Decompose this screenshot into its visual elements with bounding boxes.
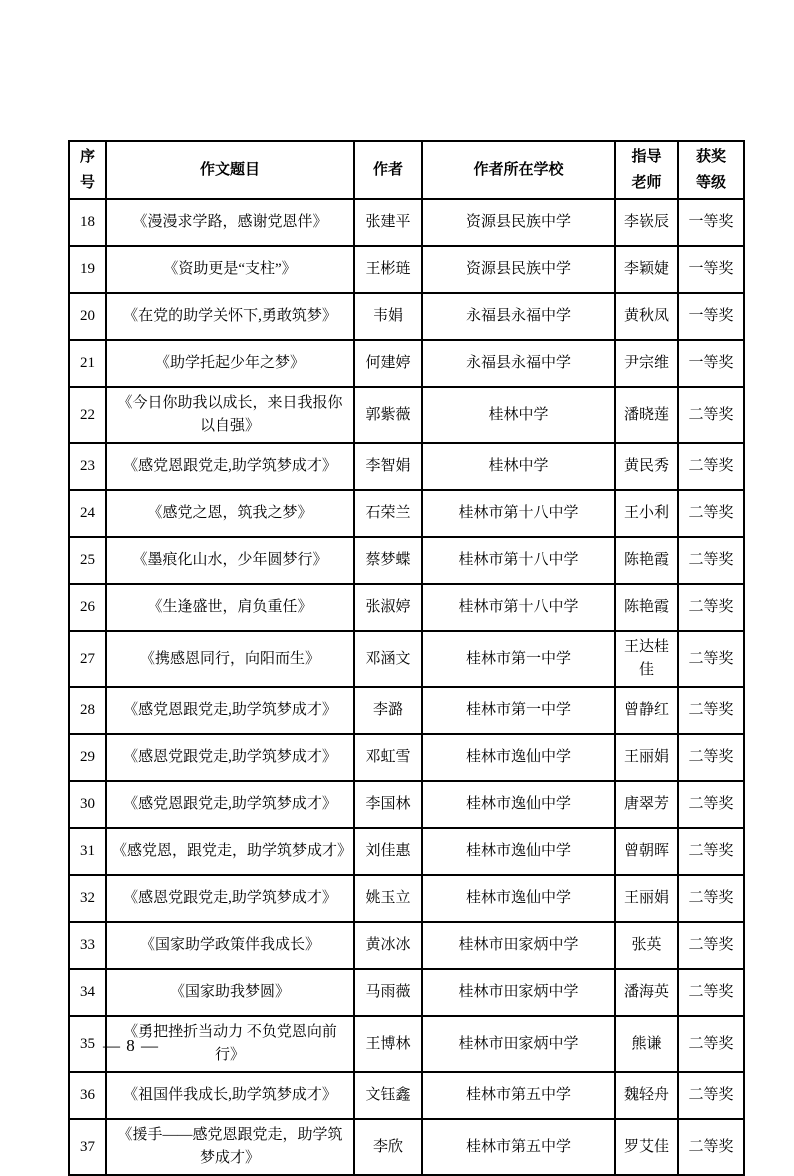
table-row <box>69 340 744 387</box>
cell-essay-title: 《墨痕化山水，少年圆梦行》 <box>106 537 354 584</box>
cell-author-school: 永福县永福中学 <box>422 340 615 387</box>
cell-author-school: 资源县民族中学 <box>422 246 615 293</box>
cell-author-school: 桂林中学 <box>422 443 615 490</box>
cell-essay-title: 《在党的助学关怀下,勇敢筑梦》 <box>106 293 354 340</box>
cell-advisor-teacher: 王丽娟 <box>615 734 678 781</box>
cell-author: 张淑婷 <box>354 584 422 631</box>
table-row <box>69 490 744 537</box>
table-row <box>69 687 744 734</box>
table-row <box>69 1016 744 1072</box>
table-row <box>69 387 744 443</box>
cell-index: 30 <box>69 781 106 828</box>
cell-award-level: 二等奖 <box>678 584 744 631</box>
table-row <box>69 1072 744 1119</box>
cell-award-level: 一等奖 <box>678 246 744 293</box>
cell-award-level: 二等奖 <box>678 781 744 828</box>
cell-author: 邓虹雪 <box>354 734 422 781</box>
award-results-table <box>68 140 745 1176</box>
cell-essay-title: 《感党恩，跟党走，助学筑梦成才》 <box>106 828 354 875</box>
cell-advisor-teacher: 黄民秀 <box>615 443 678 490</box>
cell-author-school: 永福县永福中学 <box>422 293 615 340</box>
cell-award-level: 一等奖 <box>678 293 744 340</box>
cell-author: 刘佳惠 <box>354 828 422 875</box>
cell-author-school: 桂林市逸仙中学 <box>422 875 615 922</box>
cell-index: 28 <box>69 687 106 734</box>
cell-advisor-teacher: 陈艳霞 <box>615 584 678 631</box>
col-header-award-level <box>678 141 744 199</box>
cell-index: 18 <box>69 199 106 246</box>
cell-index: 32 <box>69 875 106 922</box>
cell-award-level: 二等奖 <box>678 631 744 687</box>
cell-essay-title: 《感党恩跟党走,助学筑梦成才》 <box>106 687 354 734</box>
cell-award-level: 二等奖 <box>678 1016 744 1072</box>
cell-advisor-teacher: 黄秋凤 <box>615 293 678 340</box>
cell-advisor-teacher: 陈艳霞 <box>615 537 678 584</box>
results-table-body <box>69 199 744 1175</box>
table-row <box>69 631 744 687</box>
cell-advisor-teacher: 罗艾佳 <box>615 1119 678 1175</box>
col-header-author: 作者 <box>354 141 422 199</box>
cell-advisor-teacher: 熊谦 <box>615 1016 678 1072</box>
cell-index: 34 <box>69 969 106 1016</box>
cell-author-school: 桂林市第十八中学 <box>422 490 615 537</box>
cell-essay-title: 《助学托起少年之梦》 <box>106 340 354 387</box>
cell-index: 36 <box>69 1072 106 1119</box>
cell-advisor-teacher: 尹宗维 <box>615 340 678 387</box>
cell-award-level: 二等奖 <box>678 490 744 537</box>
cell-award-level: 二等奖 <box>678 922 744 969</box>
cell-author-school: 桂林中学 <box>422 387 615 443</box>
cell-author: 黄冰冰 <box>354 922 422 969</box>
table-row <box>69 969 744 1016</box>
cell-award-level: 一等奖 <box>678 340 744 387</box>
cell-essay-title: 《感党恩跟党走,助学筑梦成才》 <box>106 443 354 490</box>
cell-author-school: 桂林市第一中学 <box>422 687 615 734</box>
cell-advisor-teacher: 潘海英 <box>615 969 678 1016</box>
cell-author: 王彬琏 <box>354 246 422 293</box>
cell-author: 郭紫薇 <box>354 387 422 443</box>
cell-advisor-teacher: 魏轻舟 <box>615 1072 678 1119</box>
col-header-index <box>69 141 106 199</box>
table-row <box>69 537 744 584</box>
cell-award-level: 二等奖 <box>678 828 744 875</box>
cell-author: 何建婷 <box>354 340 422 387</box>
cell-award-level: 二等奖 <box>678 734 744 781</box>
cell-essay-title: 《感恩党跟党走,助学筑梦成才》 <box>106 875 354 922</box>
cell-author: 李欣 <box>354 1119 422 1175</box>
cell-award-level: 二等奖 <box>678 443 744 490</box>
cell-author-school: 桂林市田家炳中学 <box>422 1016 615 1072</box>
col-header-essay-title: 作文题目 <box>106 141 354 199</box>
cell-essay-title: 《感恩党跟党走,助学筑梦成才》 <box>106 734 354 781</box>
cell-index: 29 <box>69 734 106 781</box>
cell-author: 文钰鑫 <box>354 1072 422 1119</box>
table-row <box>69 1119 744 1175</box>
cell-award-level: 二等奖 <box>678 875 744 922</box>
cell-index: 27 <box>69 631 106 687</box>
cell-essay-title: 《援手——感党恩跟党走，助学筑梦成才》 <box>106 1119 354 1175</box>
col-header-index-label: 序号 <box>79 149 95 191</box>
col-header-advisor-teacher <box>615 141 678 199</box>
cell-index: 31 <box>69 828 106 875</box>
table-row <box>69 443 744 490</box>
cell-author: 马雨薇 <box>354 969 422 1016</box>
cell-author: 蔡梦蝶 <box>354 537 422 584</box>
cell-essay-title: 《感党之恩，筑我之梦》 <box>106 490 354 537</box>
cell-essay-title: 《祖国伴我成长,助学筑梦成才》 <box>106 1072 354 1119</box>
table-row <box>69 246 744 293</box>
cell-author: 李国林 <box>354 781 422 828</box>
page-number: — 8 — <box>103 1036 159 1055</box>
cell-advisor-teacher: 张英 <box>615 922 678 969</box>
cell-advisor-teacher: 曾静红 <box>615 687 678 734</box>
cell-author: 李智娟 <box>354 443 422 490</box>
cell-author: 石荣兰 <box>354 490 422 537</box>
cell-author-school: 桂林市逸仙中学 <box>422 781 615 828</box>
cell-index: 37 <box>69 1119 106 1175</box>
table-row <box>69 875 744 922</box>
table-row <box>69 293 744 340</box>
cell-author-school: 桂林市第十八中学 <box>422 537 615 584</box>
cell-author: 张建平 <box>354 199 422 246</box>
cell-author-school: 桂林市第五中学 <box>422 1072 615 1119</box>
cell-author-school: 桂林市第五中学 <box>422 1119 615 1175</box>
cell-index: 23 <box>69 443 106 490</box>
col-header-author-school: 作者所在学校 <box>422 141 615 199</box>
cell-advisor-teacher: 曾朝晖 <box>615 828 678 875</box>
cell-author: 姚玉立 <box>354 875 422 922</box>
cell-award-level: 二等奖 <box>678 1119 744 1175</box>
cell-author: 韦娟 <box>354 293 422 340</box>
cell-index: 21 <box>69 340 106 387</box>
cell-essay-title: 《国家助我梦圆》 <box>106 969 354 1016</box>
cell-advisor-teacher: 王达桂佳 <box>615 631 678 687</box>
cell-index: 25 <box>69 537 106 584</box>
cell-author-school: 桂林市逸仙中学 <box>422 828 615 875</box>
table-row <box>69 828 744 875</box>
cell-essay-title: 《漫漫求学路，感谢党恩伴》 <box>106 199 354 246</box>
cell-essay-title: 《国家助学政策伴我成长》 <box>106 922 354 969</box>
cell-index: 24 <box>69 490 106 537</box>
cell-award-level: 一等奖 <box>678 199 744 246</box>
col-header-advisor-teacher-label: 指导老师 <box>631 149 662 191</box>
cell-index: 26 <box>69 584 106 631</box>
cell-award-level: 二等奖 <box>678 1072 744 1119</box>
cell-index: 35 <box>69 1016 106 1072</box>
table-row <box>69 922 744 969</box>
cell-author-school: 桂林市第一中学 <box>422 631 615 687</box>
cell-essay-title: 《资助更是“支柱”》 <box>106 246 354 293</box>
cell-author: 邓涵文 <box>354 631 422 687</box>
cell-advisor-teacher: 唐翠芳 <box>615 781 678 828</box>
cell-author-school: 资源县民族中学 <box>422 199 615 246</box>
table-row <box>69 584 744 631</box>
cell-essay-title: 《今日你助我以成长，来日我报你以自强》 <box>106 387 354 443</box>
cell-essay-title: 《携感恩同行，向阳而生》 <box>106 631 354 687</box>
table-header-row <box>69 141 744 199</box>
cell-author-school: 桂林市田家炳中学 <box>422 969 615 1016</box>
cell-advisor-teacher: 王丽娟 <box>615 875 678 922</box>
cell-index: 33 <box>69 922 106 969</box>
cell-author: 李潞 <box>354 687 422 734</box>
cell-essay-title: 《勇把挫折当动力 不负党恩向前行》 <box>106 1016 354 1072</box>
cell-advisor-teacher: 李颖婕 <box>615 246 678 293</box>
cell-advisor-teacher: 李嵚辰 <box>615 199 678 246</box>
cell-author: 王博林 <box>354 1016 422 1072</box>
table-row <box>69 781 744 828</box>
cell-award-level: 二等奖 <box>678 687 744 734</box>
cell-author-school: 桂林市逸仙中学 <box>422 734 615 781</box>
cell-author-school: 桂林市田家炳中学 <box>422 922 615 969</box>
cell-author-school: 桂林市第十八中学 <box>422 584 615 631</box>
cell-essay-title: 《生逢盛世，肩负重任》 <box>106 584 354 631</box>
cell-essay-title: 《感党恩跟党走,助学筑梦成才》 <box>106 781 354 828</box>
cell-index: 19 <box>69 246 106 293</box>
cell-advisor-teacher: 王小利 <box>615 490 678 537</box>
cell-index: 20 <box>69 293 106 340</box>
table-row <box>69 734 744 781</box>
cell-advisor-teacher: 潘晓莲 <box>615 387 678 443</box>
cell-index: 22 <box>69 387 106 443</box>
table-row <box>69 199 744 246</box>
cell-award-level: 二等奖 <box>678 387 744 443</box>
col-header-award-level-label: 获奖等级 <box>695 149 726 191</box>
cell-award-level: 二等奖 <box>678 969 744 1016</box>
cell-award-level: 二等奖 <box>678 537 744 584</box>
